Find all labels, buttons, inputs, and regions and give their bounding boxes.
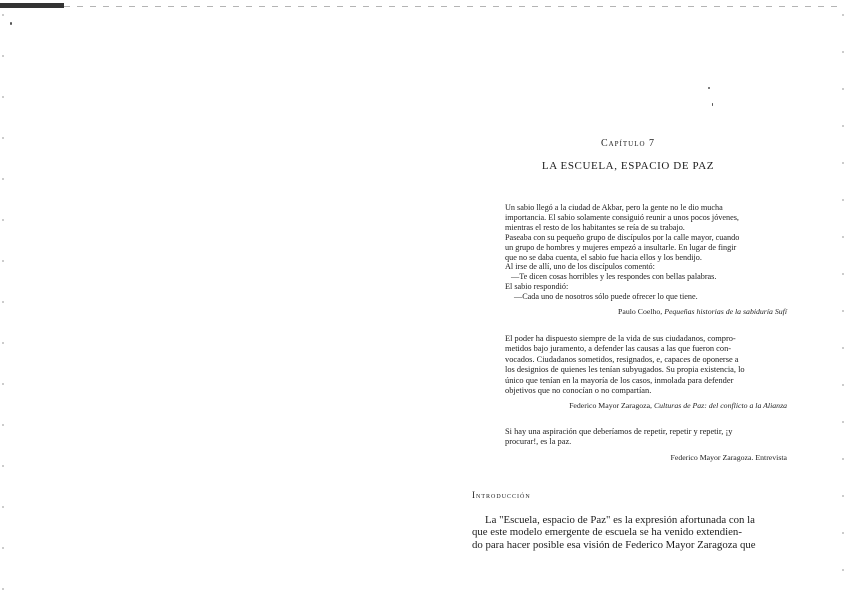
scan-left-edge-marks <box>2 14 4 600</box>
epigraph-line: —Cada uno de nosotros sólo puede ofrecer lo que tiene. <box>514 292 698 302</box>
scan-speck <box>10 22 12 25</box>
intro-paragraph <box>472 514 784 551</box>
epigraph-attribution <box>505 307 787 317</box>
paragraph-line: La "Escuela, espacio de Paz" es la expresión afortunada con la <box>485 514 755 527</box>
epigraph-line: único que tenían en la mayoría de los casos, inmolada para defender <box>505 375 734 385</box>
epigraph-line: vocados. Ciudadanos sometidos, resignados, e, capaces de oponerse a <box>505 354 739 364</box>
epigraph-line: Paseaba con su pequeño grupo de discípulos por la calle mayor, cuando <box>505 232 740 242</box>
epigraph-author: Federico Mayor Zaragoza, <box>569 401 652 411</box>
epigraph-attribution <box>505 401 787 411</box>
epigraph-line: un grupo de hombres y mujeres empezó a insultarle. En lugar de fingir <box>505 242 737 252</box>
epigraph-line: metidos bajo juramento, a defender las causas a las que fueron con- <box>505 344 732 354</box>
epigraph-mayor-1 <box>505 334 787 412</box>
epigraph-line: objetivos que no conocían o no compartían. <box>505 386 652 395</box>
epigraph-line: que no se daba cuenta, el sabio fue hacia ellos y los bendijo. <box>505 252 702 262</box>
epigraph-author: Paulo Coelho, <box>618 307 663 317</box>
scan-dotted-line <box>64 6 844 7</box>
epigraph-coelho <box>505 203 787 317</box>
scan-speck <box>712 103 713 106</box>
epigraph-line: Un sabio llegó a la ciudad de Akbar, pero la gente no le dio mucha <box>505 203 723 212</box>
paragraph-line: que este modelo emergente de escuela se ha venido extendien- <box>472 526 742 539</box>
epigraph-attribution <box>505 453 787 463</box>
chapter-label: Capítulo 7 <box>600 138 656 149</box>
scan-speck <box>708 87 710 89</box>
epigraph-line: El poder ha dispuesto siempre de la vida de sus ciudadanos, compro- <box>505 333 736 343</box>
epigraph-source: Pequeñas historias de la sabiduría Sufí <box>664 307 787 317</box>
scan-top-edge <box>0 2 848 10</box>
scan-right-edge-marks <box>842 14 844 600</box>
epigraph-mayor-2 <box>505 427 787 463</box>
epigraph-line: procurar!, es la paz. <box>505 437 572 447</box>
epigraph-line: mientras el resto de los habitantes se reía de su trabajo. <box>505 222 685 232</box>
epigraph-author: Federico Mayor Zaragoza. Entrevista <box>670 452 787 462</box>
epigraph-line: Si hay una aspiración que deberíamos de repetir, repetir y repetir, ¡y <box>505 426 733 436</box>
epigraph-line: los designios de quienes les tenían subyugados. Su propia existencia, lo <box>505 365 745 375</box>
epigraph-line: importancia. El sabio solamente consiguió reunir a unos pocos jóvenes, <box>505 212 739 222</box>
paragraph-line: do para hacer posible esa visión de Federico Mayor Zaragoza que <box>472 538 756 551</box>
epigraph-line: —Te dicen cosas horribles y les respondes con bellas palabras. <box>511 272 717 282</box>
epigraph-line: Al irse de allí, uno de los discípulos comentó: <box>505 262 655 272</box>
epigraph-line: El sabio respondió: <box>505 282 569 292</box>
chapter-title: LA ESCUELA, ESPACIO DE PAZ <box>541 160 715 172</box>
scan-dark-mark <box>0 3 64 8</box>
section-heading-introduccion: Introducción <box>472 490 531 501</box>
epigraph-source: Culturas de Paz: del conflicto a la Alianza <box>653 401 787 411</box>
book-page <box>472 138 787 551</box>
